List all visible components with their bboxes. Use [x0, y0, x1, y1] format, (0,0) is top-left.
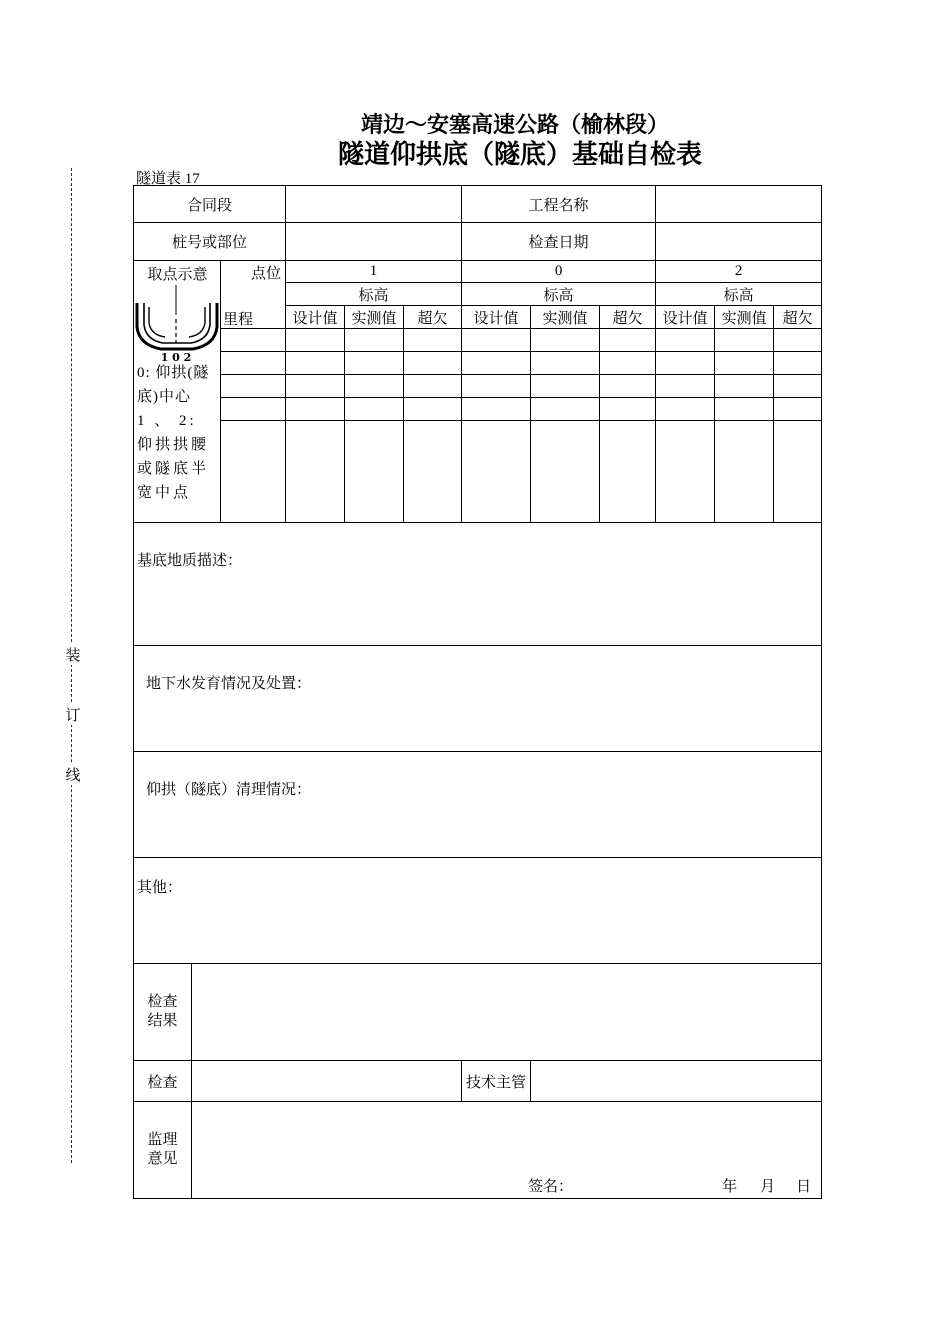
- data-cell[interactable]: [600, 421, 656, 523]
- data-cell[interactable]: [715, 352, 774, 375]
- table-row: [134, 375, 822, 398]
- date-day-label: 日: [796, 1179, 812, 1195]
- data-cell[interactable]: [286, 421, 345, 523]
- data-cell[interactable]: [462, 398, 531, 421]
- data-cell[interactable]: [345, 375, 404, 398]
- mileage-label: 里程: [223, 312, 254, 328]
- data-cell[interactable]: [656, 352, 715, 375]
- table-row: [134, 421, 822, 523]
- data-cell[interactable]: [656, 421, 715, 523]
- data-cell[interactable]: [774, 398, 822, 421]
- geology-description-section[interactable]: 基底地质描述：: [134, 523, 822, 646]
- data-cell[interactable]: [221, 352, 286, 375]
- inspector-field[interactable]: [192, 1061, 462, 1102]
- data-cell[interactable]: [531, 398, 600, 421]
- data-cell[interactable]: [345, 329, 404, 352]
- date-year-label: 年: [722, 1179, 738, 1195]
- data-cell[interactable]: [221, 329, 286, 352]
- data-cell[interactable]: [531, 352, 600, 375]
- inspection-date-field[interactable]: [656, 223, 822, 261]
- data-cell[interactable]: [715, 375, 774, 398]
- data-cell[interactable]: [404, 329, 462, 352]
- measured-value-header: 实测值: [715, 306, 774, 329]
- binding-char-xian: 线: [64, 764, 82, 785]
- data-cell[interactable]: [715, 398, 774, 421]
- point-diagram-cell: [134, 261, 221, 523]
- elevation-header-1: 标高: [286, 283, 462, 306]
- data-cell[interactable]: [774, 352, 822, 375]
- diagram-point-labels: 1 0 2: [160, 351, 192, 364]
- binding-char-zhuang: 装: [64, 644, 82, 665]
- data-cell[interactable]: [656, 398, 715, 421]
- binding-dashed-line: [71, 168, 72, 1163]
- contract-field[interactable]: [286, 186, 462, 223]
- data-cell[interactable]: [404, 398, 462, 421]
- point-label: 点位: [251, 266, 282, 282]
- project-name-label: 工程名称: [462, 186, 656, 223]
- technical-supervisor-label: 技术主管: [462, 1061, 531, 1102]
- design-value-header: 设计值: [656, 306, 715, 329]
- design-value-header: 设计值: [286, 306, 345, 329]
- data-cell[interactable]: [656, 375, 715, 398]
- inspection-result-label: 检查 结果: [134, 964, 192, 1061]
- inspection-result-field[interactable]: [192, 964, 822, 1061]
- data-cell[interactable]: [600, 375, 656, 398]
- data-cell[interactable]: [531, 375, 600, 398]
- document-title-line2: 隧道仰拱底（隧底）基础自检表: [337, 140, 702, 170]
- data-cell[interactable]: [600, 398, 656, 421]
- data-cell[interactable]: [286, 352, 345, 375]
- data-cell[interactable]: [531, 329, 600, 352]
- signature-label: 签名：: [528, 1179, 574, 1195]
- data-cell[interactable]: [774, 421, 822, 523]
- point-1-header: 1: [286, 261, 462, 283]
- groundwater-section[interactable]: 地下水发育情况及处置：: [134, 646, 822, 752]
- data-cell[interactable]: [404, 375, 462, 398]
- deviation-header: 超欠: [600, 306, 656, 329]
- data-cell[interactable]: [286, 398, 345, 421]
- data-cell[interactable]: [715, 329, 774, 352]
- elevation-header-0: 标高: [462, 283, 656, 306]
- other-section[interactable]: 其他：: [134, 858, 822, 964]
- table-row: [134, 329, 822, 352]
- table-row: [134, 398, 822, 421]
- document-title-line1: 靖边～安塞高速公路（榆林段）: [360, 113, 669, 138]
- data-cell[interactable]: [774, 329, 822, 352]
- supervision-opinion-label: 监理 意见: [134, 1102, 192, 1199]
- station-field[interactable]: [286, 223, 462, 261]
- data-cell[interactable]: [531, 421, 600, 523]
- measured-value-header: 实测值: [345, 306, 404, 329]
- note-center: 0: 仰拱(隧底)中心: [137, 365, 210, 405]
- design-value-header: 设计值: [462, 306, 531, 329]
- data-cell[interactable]: [221, 421, 286, 523]
- data-cell[interactable]: [404, 352, 462, 375]
- date-month-label: 月: [760, 1179, 776, 1195]
- data-cell[interactable]: [345, 398, 404, 421]
- elevation-header-2: 标高: [656, 283, 822, 306]
- note-half-width: 1 、 2: 仰拱拱腰或隧底半宽中点: [137, 413, 210, 501]
- data-cell[interactable]: [221, 375, 286, 398]
- data-cell[interactable]: [462, 329, 531, 352]
- deviation-header: 超欠: [774, 306, 822, 329]
- data-cell[interactable]: [600, 329, 656, 352]
- form-number: 隧道表 17: [136, 171, 200, 187]
- data-cell[interactable]: [345, 352, 404, 375]
- point-2-header: 2: [656, 261, 822, 283]
- supervision-opinion-field[interactable]: [192, 1102, 822, 1199]
- data-cell[interactable]: [345, 421, 404, 523]
- data-cell[interactable]: [404, 421, 462, 523]
- data-cell[interactable]: [715, 421, 774, 523]
- project-name-field[interactable]: [656, 186, 822, 223]
- invert-cleaning-section[interactable]: 仰拱（隧底）清理情况：: [134, 752, 822, 858]
- data-cell[interactable]: [600, 352, 656, 375]
- data-cell[interactable]: [656, 329, 715, 352]
- arch-diagram-icon: [135, 285, 219, 365]
- point-0-header: 0: [462, 261, 656, 283]
- point-mileage-header: [221, 261, 286, 329]
- inspector-label: 检查: [134, 1061, 192, 1102]
- data-cell[interactable]: [221, 398, 286, 421]
- data-cell[interactable]: [286, 375, 345, 398]
- data-cell[interactable]: [462, 352, 531, 375]
- table-row: [134, 352, 822, 375]
- data-cell[interactable]: [462, 375, 531, 398]
- binding-char-ding: 订: [64, 704, 82, 725]
- inspection-date-label: 检查日期: [462, 223, 656, 261]
- technical-supervisor-field[interactable]: [531, 1061, 822, 1102]
- data-cell[interactable]: [462, 421, 531, 523]
- station-label: 桩号或部位: [134, 223, 286, 261]
- deviation-header: 超欠: [404, 306, 462, 329]
- diagram-title: 取点示意: [147, 267, 208, 283]
- inspection-table: [133, 185, 822, 1199]
- data-cell[interactable]: [774, 375, 822, 398]
- data-cell[interactable]: [286, 329, 345, 352]
- contract-label: 合同段: [134, 186, 286, 223]
- measured-value-header: 实测值: [531, 306, 600, 329]
